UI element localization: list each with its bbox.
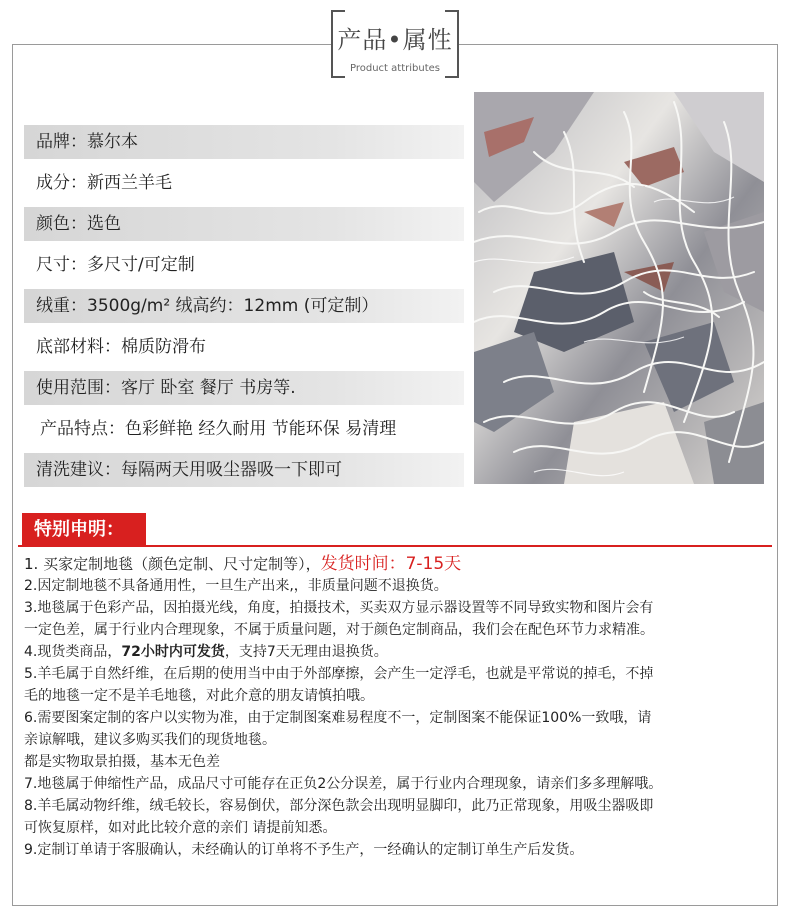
notice-item-8a: 8.羊毛属动物纤维，绒毛较长，容易倒伏，部分深色款会出现明显脚印，此乃正常现象，用吸尘器吸即: [24, 798, 654, 814]
attr-backing: 底部材料：棉质防滑布: [36, 337, 206, 357]
attr-color: 颜色：选色: [24, 207, 464, 241]
notice-item-5a: 5.羊毛属于自然纤维，在后期的使用当中由于外部摩擦，会产生一定浮毛，也就是平常说的掉毛，不掉: [24, 666, 654, 682]
carpet-product-image: [474, 92, 764, 484]
notice-item-3a: 3.地毯属于色彩产品，因拍摄光线，角度，拍摄技术，买卖双方显示器设置等不同导致实物和图片会有: [24, 600, 654, 616]
attribute-list: [24, 125, 464, 494]
notice-item-4: [24, 641, 774, 663]
notice-item-9: 9.定制订单请于客服确认，未经确认的订单将不予生产，一经确认的定制订单生产后发货。: [24, 842, 584, 858]
notice-item-4-post: ，支持7天无理由退换货。: [224, 644, 388, 660]
attr-material: 成分：新西兰羊毛: [36, 173, 172, 193]
divider: [18, 545, 772, 547]
attr-pile-weight: 绒重：3500g/m² 绒高约：12mm (可定制）: [24, 289, 464, 323]
special-notice-title: 特别申明：: [22, 513, 146, 547]
notice-item-5b: 毛的地毯一定不是羊毛地毯，对此介意的朋友请慎拍哦。: [24, 688, 374, 704]
notice-item-6b: 亲谅解哦，建议多购买我们的现货地毯。: [24, 732, 276, 748]
attr-cleaning: 清洗建议：每隔两天用吸尘器吸一下即可: [24, 453, 464, 487]
notice-item-4-pre: 4.现货类商品，: [24, 644, 122, 660]
section-subtitle: Product attributes: [350, 63, 440, 74]
notice-item-2: 2.因定制地毯不具备通用性，一旦生产出来,，非质量问题不退换货。: [24, 578, 448, 594]
notice-item-4-bold: 72小时内可发货: [121, 644, 225, 660]
notice-item-1-text: 1. 买家定制地毯（颜色定制、尺寸定制等），: [24, 555, 321, 573]
section-header: [331, 10, 459, 78]
notice-item-8b: 可恢复原样，如对此比较介意的亲们 请提前知悉。: [24, 820, 337, 836]
section-title: 产品•属性: [337, 26, 453, 54]
attr-usage: 使用范围：客厅 卧室 餐厅 书房等.: [24, 371, 464, 405]
attr-brand: 品牌：慕尔本: [24, 125, 464, 159]
attr-features: 产品特点：色彩鲜艳 经久耐用 节能环保 易清理: [40, 419, 397, 439]
notice-item-6a: 6.需要图案定制的客户以实物为准，由于定制图案难易程度不一，定制图案不能保证100%一致哦，请: [24, 710, 652, 726]
notice-item-7: 7.地毯属于伸缩性产品，成品尺寸可能存在正负2公分误差，属于行业内合理现象，请亲们多多理解哦。: [24, 776, 663, 792]
notice-list: [24, 553, 774, 861]
notice-item-1: [24, 553, 774, 575]
notice-item-3b: 一定色差，属于行业内合理现象，不属于质量问题，对于颜色定制商品，我们会在配色环节力求精准。: [24, 622, 654, 638]
notice-item-6c: 都是实物取景拍摄，基本无色差: [24, 754, 220, 770]
delivery-time-highlight: 发货时间：7-15天: [320, 554, 462, 574]
attr-size: 尺寸：多尺寸/可定制: [36, 255, 195, 275]
